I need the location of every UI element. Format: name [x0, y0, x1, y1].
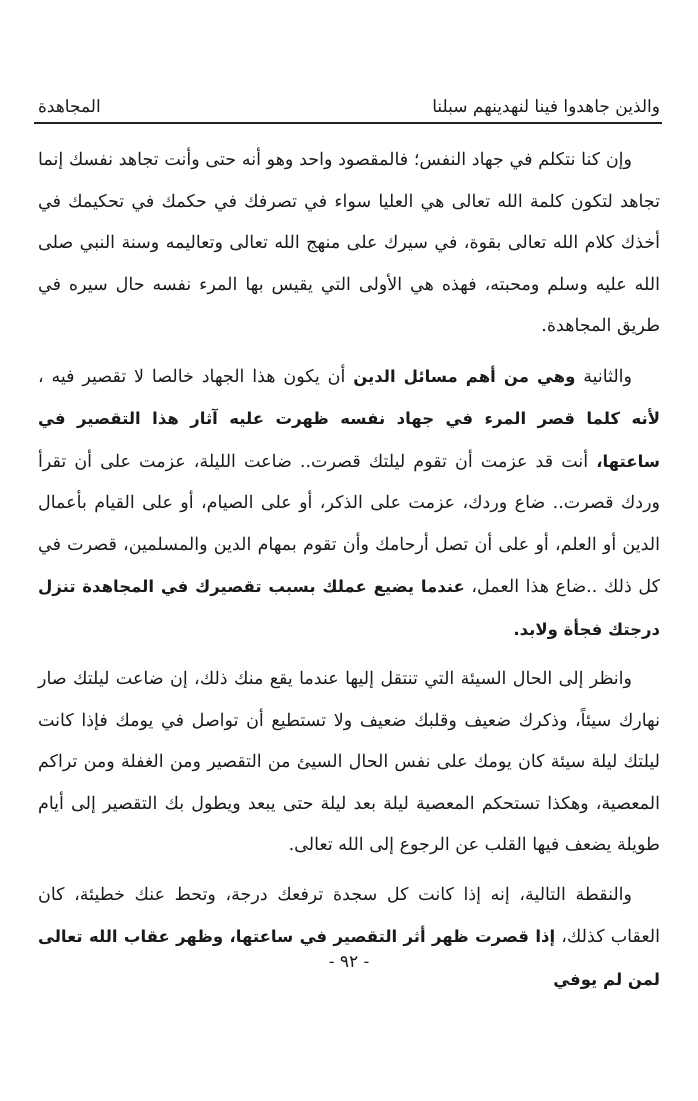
- paragraph-2-bold-c: عندما يضيع عملك بسبب تقصيرك في المجاهدة تنزل درجتك فجأة ولابد.: [38, 577, 660, 639]
- paragraph-4: [38, 875, 660, 1002]
- running-header: [38, 86, 660, 120]
- header-book-title: والذين جاهدوا فينا لنهدينهم سبلنا: [432, 97, 660, 117]
- paragraph-2-bold-b: لأنه كلما قصر المرء في جهاد نفسه ظهرت عليه آثار هذا التقصير في ساعتها،: [38, 409, 660, 471]
- paragraph-3: [38, 659, 660, 867]
- paragraph-2-text-c: أنت قد عزمت أن تقوم ليلتك قصرت.. ضاعت الليلة، عزمت على أن تقرأ وردك قصرت.. ضاع وردك، عزمت على الذكر، أو على الصيام، أو على القيام بأعمال الدين أو العلم، أو على أن تصل أرحامك وأن تقوم بمهام الدين والمسلمين، قصرت في كل ذلك ..ضاع هذا العمل،: [38, 451, 660, 597]
- header-chapter-title: المجاهدة: [38, 97, 101, 117]
- paragraph-2-text-b: أن يكون هذا الجهاد خالصا لا تقصير فيه ،: [38, 366, 354, 387]
- page-body: [38, 140, 660, 1009]
- paragraph-1-text: وإن كنا نتكلم في جهاد النفس؛ فالمقصود واحد وهو أنه حتى وأنت تجاهد نفسك إنما تجاهد لتكون كلمة الله تعالى هي العليا سواء في تصرفك في حكمك في تحكيمك في أخذك كلام الله تعالى بقوة، في سيرك على منهج الله تعالى وتعاليمه وسنة النبي صلى الله عليه وسلم ومحبته، فهذه هي الأولى التي يقيس بها المرء نفسه حال سيره في طريق المجاهدة.: [38, 150, 660, 336]
- paragraph-2-bold-a: وهي من أهم مسائل الدين: [353, 366, 576, 386]
- paragraph-1: [38, 140, 660, 348]
- paragraph-3-text: وانظر إلى الحال السيئة التي تنتقل إليها عندما يقع منك ذلك، إن ضاعت ليلتك صار نهارك سيئاً، وذكرك ضعيف وقلبك ضعيف ولا تستطيع أن تواصل في يومك فإذا كانت ليلتك ليلة سيئة كان يومك على نفس الحال السيئ من التقصير ومن الغفلة ومن تراكم المعصية، وهكذا تستحكم المعصية ليلة بعد ليلة حتى يبعد ويطول بك التقصير إلى أيام طويلة يضعف فيها القلب عن الرجوع إلى الله تعالى.: [38, 669, 660, 855]
- paragraph-4-bold: إذا قصرت ظهر أثر التقصير في ساعتها، وظهر عقاب الله تعالى لمن لم يوفي: [38, 927, 660, 989]
- page-number: - ٩٢ -: [328, 952, 370, 972]
- paragraph-4-text: والنقطة التالية، إنه إذا كانت كل سجدة ترفعك درجة، وتحط عنك خطيئة، كان العقاب كذلك،: [38, 884, 660, 947]
- header-rule: [34, 122, 662, 124]
- paragraph-2-text-a: والثانية: [575, 366, 632, 387]
- paragraph-2: [38, 356, 660, 652]
